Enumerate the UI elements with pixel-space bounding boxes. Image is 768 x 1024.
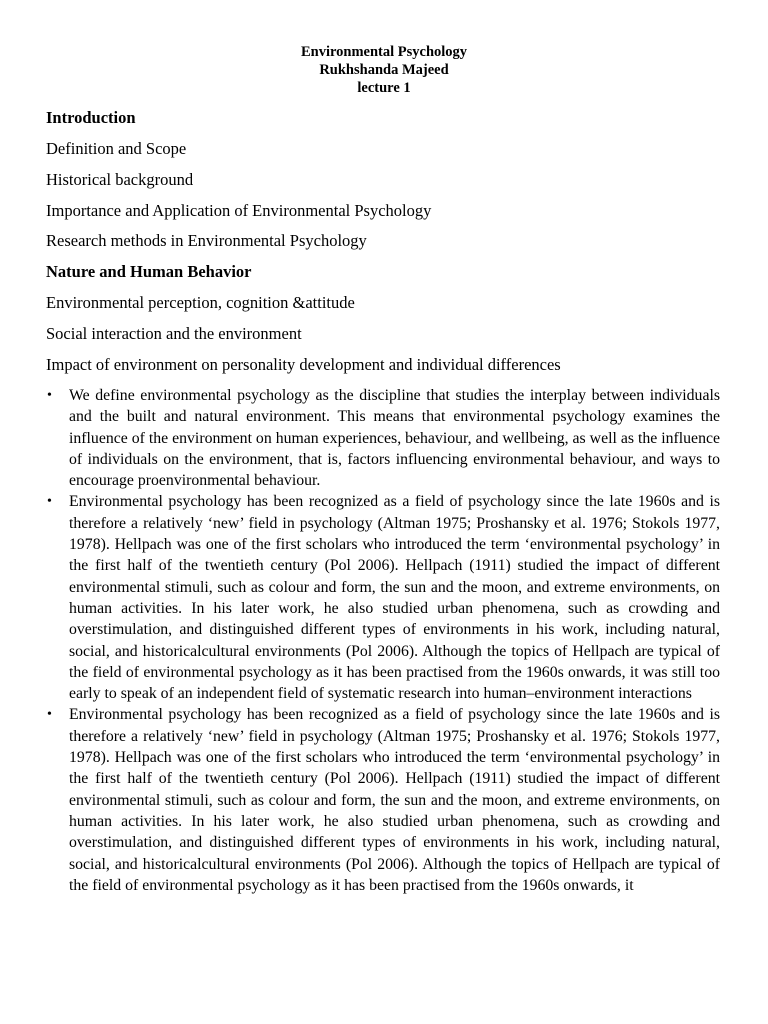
bullet-paragraph (47, 491, 720, 704)
outline-item: Research methods in Environmental Psychology (46, 231, 367, 250)
bullet-list (0, 385, 768, 896)
document-title: Environmental Psychology (300, 44, 468, 60)
outline-item: Importance and Application of Environmental Psychology (46, 201, 432, 220)
bullet-icon: • (47, 707, 52, 723)
bullet-paragraph (47, 385, 720, 491)
outline-item: Social interaction and the environment (46, 324, 302, 343)
bullet-icon: • (47, 494, 52, 510)
outline-item: Environmental perception, cognition &attitude (46, 293, 355, 312)
bullet-text: We define environmental psychology as the discipline that studies the interplay between individuals and the built and natural environment. This means that environmental psychology examines the influence of the environment on human experiences, behaviour, and wellbeing, as well as the influence of individuals on the environment, that is, factors influencing environmental behaviour, and ways to encourage proenvironmental behaviour. (69, 387, 720, 490)
outline-item: Historical background (46, 170, 194, 189)
outline-item: Impact of environment on personality development and individual differences (46, 355, 561, 374)
document-author: Rukhshanda Majeed (319, 62, 449, 78)
outline-item: Definition and Scope (46, 139, 187, 158)
bullet-paragraph (47, 704, 720, 896)
bullet-icon: • (47, 388, 52, 403)
bullet-text: Environmental psychology has been recognized as a field of psychology since the late 1960s and is therefore a relatively ‘new’ field in psychology (Altman 1975; Proshansky et al. 1976; Stokols 1977, 1978). Hellpach was one of the first scholars who introduced the term ‘environmental psychology’ in the first half of the twentieth century (Pol 2006). Hellpach (1911) studied the impact of different environmental stimuli, such as colour and form, the sun and the moon, and extreme environments, on human activities. In his later work, he also studied urban phenomena, such as crowding and overstimulation, and distinguished different types of environments in his work, including natural, social, and historicalcultural environments (Pol 2006). Although the topics of Hellpach are typical of the field of environmental psychology as it has been practised from the 1960s onwards, it was still too early to speak of an independent field of systematic research into human–environment interactions (69, 493, 720, 703)
section-heading-nature: Nature and Human Behavior (46, 262, 252, 281)
document-lecture: lecture 1 (357, 80, 411, 96)
bullet-text: Environmental psychology has been recognized as a field of psychology since the late 1960s and is therefore a relatively ‘new’ field in psychology (Altman 1975; Proshansky et al. 1976; Stokols 1977, 1978). Hellpach was one of the first scholars who introduced the term ‘environmental psychology’ in the first half of the twentieth century (Pol 2006). Hellpach (1911) studied the impact of different environmental stimuli, such as colour and form, the sun and the moon, and extreme environments, on human activities. In his later work, he also studied urban phenomena, such as crowding and overstimulation, and distinguished different types of environments in his work, including natural, social, and historicalcultural environments (Pol 2006). Although the topics of Hellpach are typical of the field of environmental psychology as it has been practised from the 1960s onwards, it (69, 706, 720, 894)
section-heading-introduction: Introduction (46, 108, 136, 127)
